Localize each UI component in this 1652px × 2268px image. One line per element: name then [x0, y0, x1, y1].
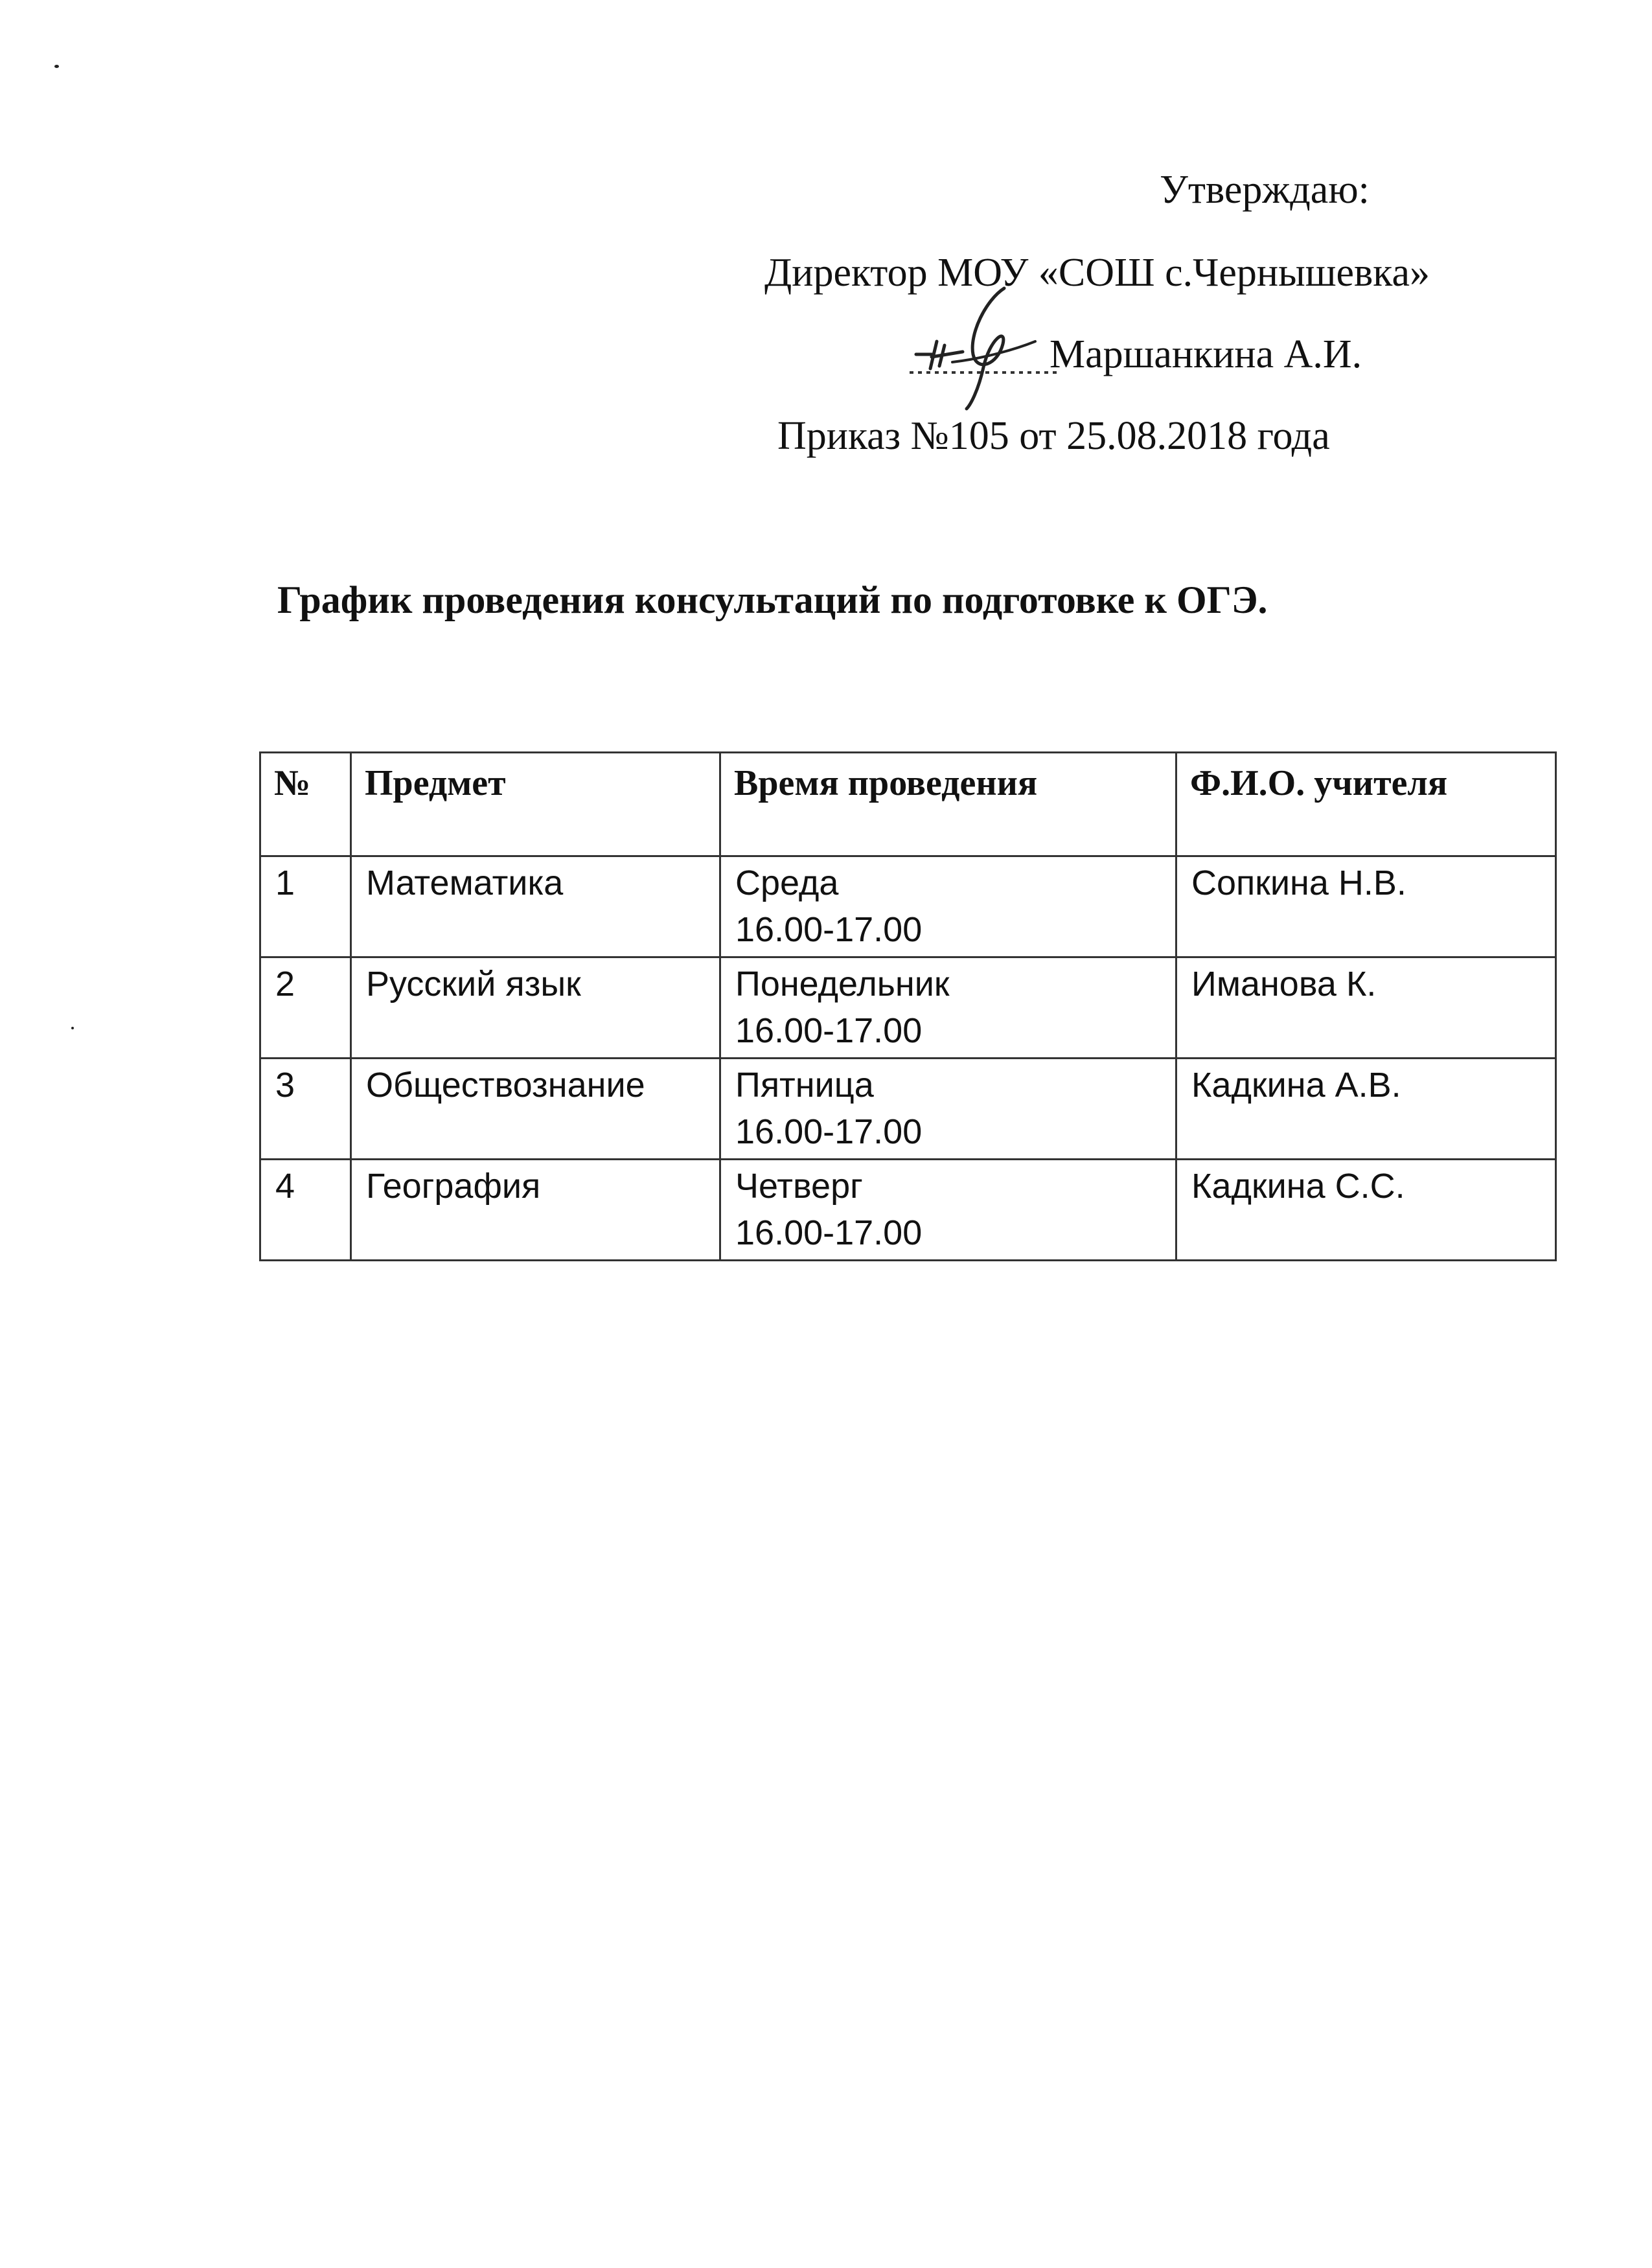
- schedule-table: [259, 751, 1557, 1261]
- row-hours: 16.00-17.00: [735, 1112, 923, 1151]
- table-row: [260, 1059, 1556, 1160]
- scan-speck: [71, 1027, 74, 1029]
- table-row: [260, 1160, 1556, 1261]
- row-time: [720, 1059, 1176, 1160]
- approve-word: Утверждаю:: [1160, 168, 1370, 212]
- row-teacher: Сопкина Н.В.: [1176, 856, 1556, 957]
- row-number: 4: [260, 1160, 351, 1261]
- director-line: Директор МОУ «СОШ с.Чернышевка»: [764, 251, 1430, 295]
- row-hours: 16.00-17.00: [735, 1213, 923, 1252]
- row-time: [720, 1160, 1176, 1261]
- row-hours: 16.00-17.00: [735, 1011, 923, 1050]
- document-title: График проведения консультаций по подготовке к ОГЭ.: [277, 578, 1268, 621]
- row-teacher: Кадкина С.С.: [1176, 1160, 1556, 1261]
- row-day: Четверг: [735, 1167, 863, 1206]
- row-number: 2: [260, 957, 351, 1059]
- header-teacher: Ф.И.О. учителя: [1176, 753, 1556, 856]
- table-header-row: [260, 753, 1556, 856]
- signature-name: Маршанкина А.И.: [1050, 332, 1362, 376]
- row-day: Понедельник: [735, 965, 950, 1003]
- scan-speck: [54, 65, 59, 68]
- row-day: Пятница: [735, 1066, 874, 1105]
- row-time: [720, 856, 1176, 957]
- row-subject: Математика: [351, 856, 720, 957]
- table-row: [260, 856, 1556, 957]
- row-subject: География: [351, 1160, 720, 1261]
- header-time: Время проведения: [720, 753, 1176, 856]
- header-subject: Предмет: [351, 753, 720, 856]
- row-subject: Обществознание: [351, 1059, 720, 1160]
- row-time: [720, 957, 1176, 1059]
- header-number: №: [260, 753, 351, 856]
- row-number: 3: [260, 1059, 351, 1160]
- row-subject: Русский язык: [351, 957, 720, 1059]
- row-hours: 16.00-17.00: [735, 910, 923, 949]
- table-row: [260, 957, 1556, 1059]
- order-line: Приказ №105 от 25.08.2018 года: [777, 414, 1330, 458]
- row-number: 1: [260, 856, 351, 957]
- row-day: Среда: [735, 864, 839, 902]
- signature: [907, 282, 1062, 411]
- row-teacher: Кадкина А.В.: [1176, 1059, 1556, 1160]
- row-teacher: Иманова К.: [1176, 957, 1556, 1059]
